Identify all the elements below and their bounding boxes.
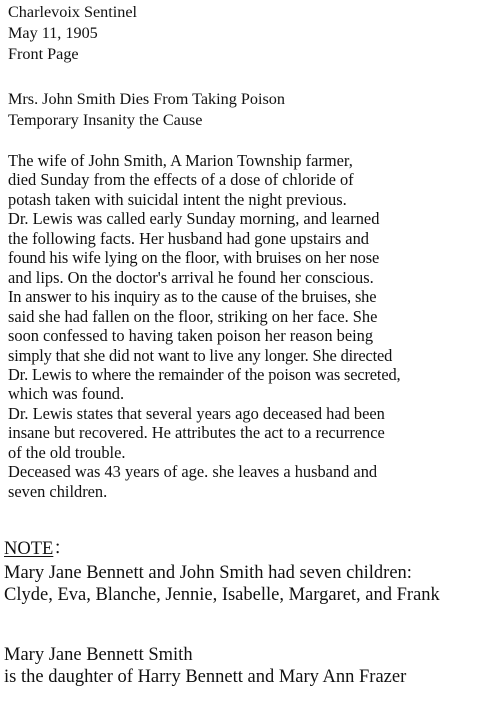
- lineage-line: Mary Jane Bennett Smith: [4, 645, 193, 665]
- article-line: insane but recovered. He attributes the act to a recurrence: [8, 423, 385, 443]
- article-line: found his wife lying on the floor, with bruises on her nose: [8, 248, 380, 268]
- article-line: In answer to his inquiry as to the cause of the bruises, she: [8, 287, 377, 307]
- note-label: NOTE: [4, 539, 54, 559]
- article-line: which was found.: [8, 384, 125, 404]
- article-line: Dr. Lewis to where the remainder of the poison was secreted,: [8, 364, 401, 384]
- headline-subtitle: Temporary Insanity the Cause: [8, 111, 203, 129]
- article-line: the following facts. Her husband had gone upstairs and: [8, 228, 369, 248]
- headline-title: Mrs. John Smith Dies From Taking Poison: [8, 90, 285, 108]
- article-line: The wife of John Smith, A Marion Township farmer,: [8, 151, 353, 170]
- note-line: Clyde, Eva, Blanche, Jennie, Isabelle, Margaret, and Frank: [4, 584, 440, 605]
- publication-section: Front Page: [8, 45, 79, 63]
- note-heading: [4, 538, 72, 560]
- article-line: Dr. Lewis states that several years ago deceased had been: [8, 403, 385, 423]
- note-line: Mary Jane Bennett and John Smith had seven children:: [4, 563, 412, 583]
- article-line: and lips. On the doctor's arrival he found her conscious.: [8, 267, 374, 287]
- article-line: Dr. Lewis was called early Sunday morning, and learned: [8, 209, 380, 229]
- article-line: Deceased was 43 years of age. she leaves a husband and: [8, 462, 378, 482]
- publication-header: [8, 2, 137, 65]
- article-headline: [8, 89, 285, 131]
- publication-name: Charlevoix Sentinel: [8, 3, 138, 21]
- article-line: soon confessed to having taken poison her reason being: [8, 326, 374, 346]
- article-line: of the old trouble.: [8, 442, 126, 462]
- note-colon: ：: [53, 539, 72, 559]
- article-line: said she had fallen on the floor, striking on her face. She: [8, 306, 378, 326]
- publication-date: May 11, 1905: [8, 24, 98, 42]
- article-line: seven children.: [8, 481, 108, 501]
- note-body: [4, 563, 440, 606]
- article-body: [8, 151, 400, 501]
- article-line: died Sunday from the effects of a dose of chloride of: [8, 170, 354, 190]
- lineage-note: [4, 645, 406, 688]
- lineage-line: is the daughter of Harry Bennett and Mary Ann Frazer: [4, 666, 407, 687]
- article-line: potash taken with suicidal intent the night previous.: [8, 189, 347, 209]
- article-line: simply that she did not want to live any longer. She directed: [8, 345, 393, 365]
